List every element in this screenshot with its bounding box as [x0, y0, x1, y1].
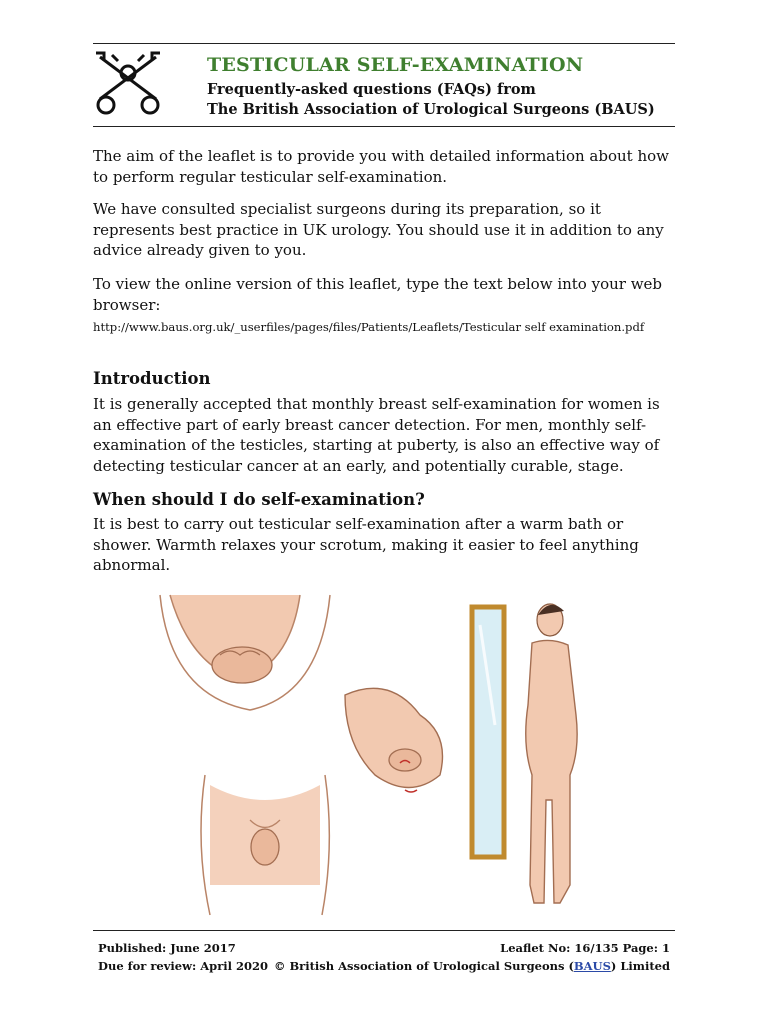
- when-heading: When should I do self-examination?: [93, 490, 425, 509]
- consulted-paragraph: We have consulted specialist surgeons during its preparation, so it represents best practice in UK urology. You should use it in addition to any advice already given to you.: [93, 200, 664, 259]
- footer-right: [274, 939, 670, 975]
- mirror-illustration: [472, 607, 504, 857]
- header-top-rule: [93, 43, 675, 44]
- introduction-heading: Introduction: [93, 369, 211, 388]
- document-title: TESTICULAR SELF-EXAMINATION: [207, 54, 584, 76]
- baus-link[interactable]: BAUS: [573, 959, 611, 973]
- self-examination-illustration: [150, 585, 610, 920]
- copyright-suffix: ) Limited: [610, 959, 670, 973]
- aim-paragraph: The aim of the leaflet is to provide you with detailed information about how to perform regular testicular self-examination.: [93, 147, 669, 186]
- footer-left: [98, 939, 268, 975]
- hands-examining-illustration: [160, 595, 330, 710]
- crossed-keys-logo-icon: [92, 49, 164, 117]
- leaflet-url[interactable]: http://www.baus.org.uk/_userfiles/pages/files/Patients/Leaflets/Testicular self examination.pdf: [93, 320, 645, 334]
- subtitle-line-2: The British Association of Urological Surgeons (BAUS): [207, 101, 655, 118]
- leaflet-number: Leaflet No: 16/135 Page: 1: [500, 941, 670, 955]
- hand-closeup-illustration: [345, 688, 443, 792]
- standing-man-illustration: [526, 604, 577, 903]
- published-date: Published: June 2017: [98, 941, 236, 955]
- when-text: It is best to carry out testicular self-examination after a warm bath or shower. Warmth relaxes your scrotum, making it easier to feel anything abnormal.: [93, 515, 639, 574]
- groin-front-illustration: [201, 775, 329, 915]
- copyright-prefix: © British Association of Urological Surgeons (: [273, 959, 574, 973]
- copyright-line: [274, 957, 670, 975]
- header-bottom-rule: [93, 126, 675, 127]
- subtitle-line-1: Frequently-asked questions (FAQs) from: [207, 81, 536, 98]
- document-subtitle: [207, 80, 655, 120]
- introduction-text: It is generally accepted that monthly breast self-examination for women is an effective part of early breast cancer detection. For men, monthly self-examination of the testicles, starting at puberty, is also an effective way of detecting testicular cancer at an early, and potentially curable, stage.: [93, 395, 660, 475]
- review-date: Due for review: April 2020: [98, 959, 268, 973]
- footer-rule: [93, 930, 675, 931]
- online-version-paragraph: To view the online version of this leaflet, type the text below into your web browser:: [93, 275, 663, 314]
